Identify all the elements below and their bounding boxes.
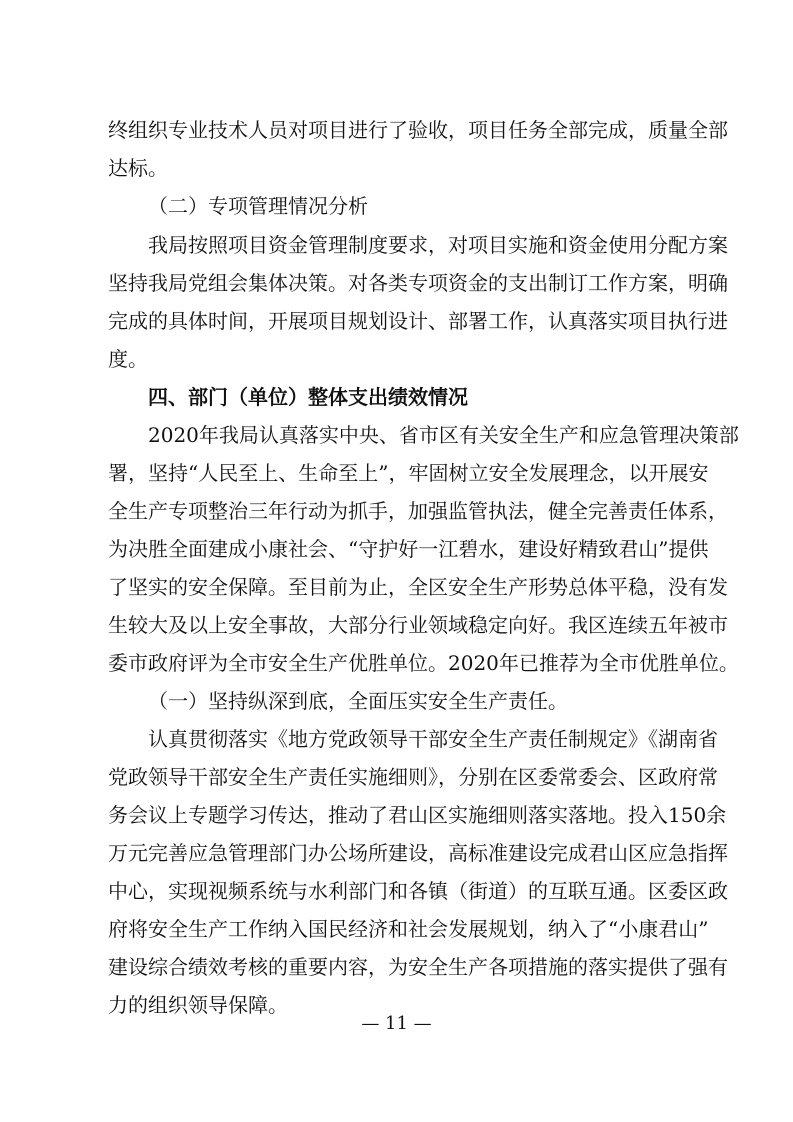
body-line: 署，坚持“人民至上、生命至上”，牢固树立安全发展理念，以开展安 [108,461,709,485]
section-subheading: （二）专项管理情况分析 [148,194,368,218]
body-line: 度。 [108,347,148,371]
body-line: 完成的具体时间，开展项目规划设计、部署工作，认真落实项目执行进 [108,309,728,333]
body-line: 坚持我局党组会集体决策。对各类专项资金的支出制订工作方案，明确 [108,271,728,295]
body-line: 务会议上专题学习传达，推动了君山区实施细则落实落地。投入150余 [108,803,727,827]
body-line: 终组织专业技术人员对项目进行了验收，项目任务全部完成，质量全部 [108,118,728,142]
body-line: 力的组织领导保障。 [108,993,288,1017]
body-line: 万元完善应急管理部门办公场所建设，高标准建设完成君山区应急指挥 [108,841,728,865]
body-line: 了坚实的安全保障。至目前为止，全区安全生产形势总体平稳，没有发 [108,575,728,599]
page-number: — 11 — [361,1013,432,1034]
section-subheading: （一）坚持纵深到底，全面压实安全生产责任。 [148,689,568,713]
body-line: 2020年我局认真落实中央、省市区有关安全生产和应急管理决策部 [148,423,739,447]
section-heading: 四、部门（单位）整体支出绩效情况 [148,385,468,409]
body-line: 建设综合绩效考核的重要内容，为安全生产各项措施的落实提供了强有 [108,955,728,979]
body-line: 认真贯彻落实《地方党政领导干部安全生产责任制规定》《湖南省 [148,727,718,751]
body-line: 府将安全生产工作纳入国民经济和社会发展规划，纳入了“小康君山” [108,917,709,941]
body-line: 中心，实现视频系统与水利部门和各镇（街道）的互联互通。区委区政 [108,879,728,903]
body-line: 生较大及以上安全事故，大部分行业领域稳定向好。我区连续五年被市 [108,613,728,637]
body-line: 委市政府评为全市安全生产优胜单位。2020年已推荐为全市优胜单位。 [108,651,739,675]
body-line: 达标。 [108,156,168,180]
body-line: 党政领导干部安全生产责任实施细则》，分别在区委常委会、区政府常 [108,765,718,789]
body-line: 全生产专项整治三年行动为抓手，加强监管执法，健全完善责任体系， [108,499,728,523]
body-line: 为决胜全面建成小康社会、“守护好一江碧水，建设好精致君山”提供 [108,537,709,561]
body-line: 我局按照项目资金管理制度要求，对项目实施和资金使用分配方案 [148,233,728,257]
